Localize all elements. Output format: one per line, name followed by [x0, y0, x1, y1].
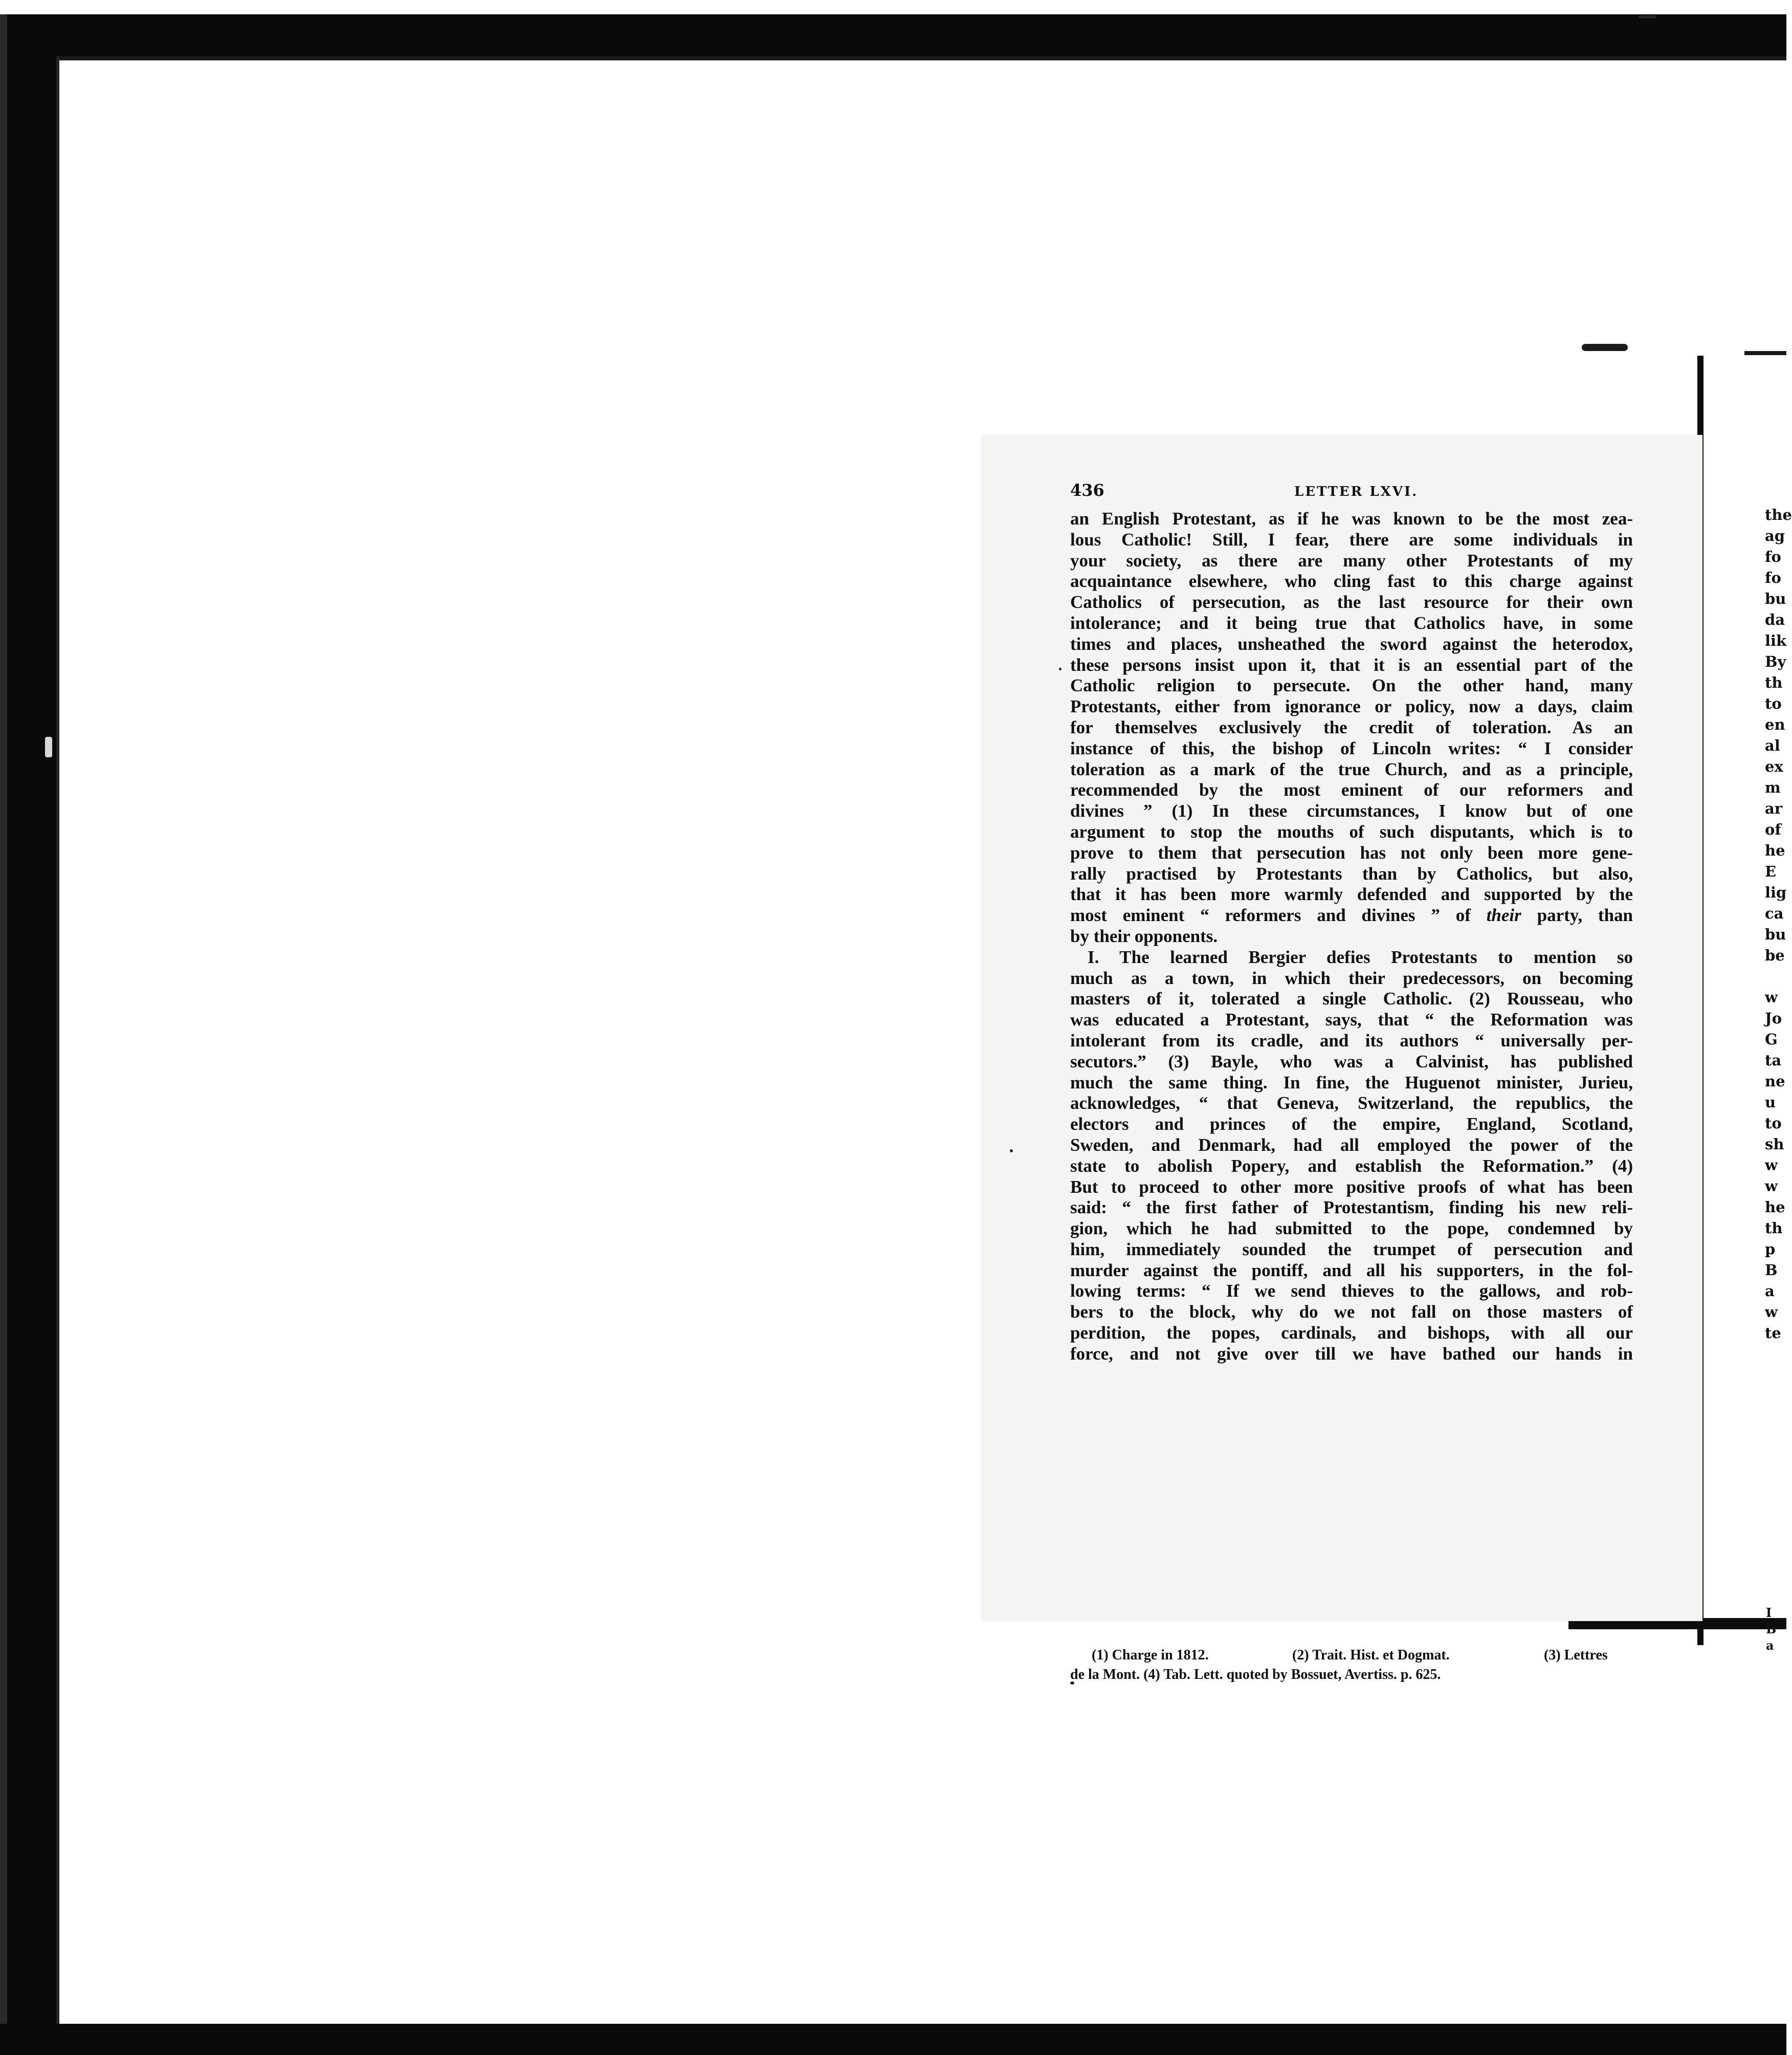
text-line: prove to them that persecution has not only been more gene- — [1070, 842, 1633, 863]
text-line: gion, which he had submitted to the pope, condemned by — [1070, 1218, 1633, 1239]
scan-speck — [45, 737, 52, 757]
text-line: perdition, the popes, cardinals, and bishops, with all our — [1070, 1323, 1633, 1343]
facing-page-line-fragment: be — [1765, 947, 1785, 964]
facing-page-line-fragment: fo — [1765, 569, 1781, 586]
film-inner-line-left — [56, 56, 59, 2024]
text-line: divines ” (1) In these circumstances, I know but of one — [1070, 801, 1633, 821]
text-line: bers to the block, why do we not fall on those masters of — [1070, 1302, 1633, 1322]
facing-page-line-fragment: ne — [1765, 1073, 1785, 1090]
text-line: was educated a Protestant, says, that “ the Reformation was — [1070, 1010, 1633, 1030]
text-line: secutors.” (3) Bayle, who was a Calvinist, has published — [1070, 1051, 1633, 1072]
facing-footnote-fragment: a — [1766, 1638, 1774, 1653]
text-line: masters of it, tolerated a single Catholic. (2) Rousseau, who — [1070, 989, 1633, 1009]
footnote-line — [1070, 1646, 1633, 1665]
facing-page-line-fragment: te — [1765, 1324, 1781, 1342]
film-border-bottom — [0, 2024, 1786, 2055]
facing-page-line-fragment: ex — [1765, 758, 1783, 775]
text-line-with-italic — [1070, 905, 1633, 926]
text-line: lous Catholic! Still, I fear, there are some individuals in — [1070, 529, 1633, 550]
text-line: toleration as a mark of the true Church, and as a principle, — [1070, 759, 1633, 779]
film-inner-line-top — [56, 56, 1786, 60]
facing-footnote-fragment: I — [1766, 1605, 1772, 1620]
running-head: LETTER LXVI. — [1294, 484, 1419, 499]
facing-page-line-fragment: m — [1765, 779, 1781, 796]
facing-page-line-fragment: to — [1765, 695, 1782, 712]
scan-speck — [1059, 668, 1061, 670]
text-line: acquaintance elsewhere, who cling fast to this charge against — [1070, 571, 1633, 592]
text-line: Protestants, either from ignorance or policy, now a days, claim — [1070, 696, 1633, 717]
scan-speck — [1010, 1149, 1013, 1152]
facing-page-line-fragment: he — [1765, 1198, 1785, 1216]
text-line: recommended by the most eminent of our reformers and — [1070, 780, 1633, 800]
paragraph-start-line: I. The learned Bergier defies Protestants to mention so — [1088, 947, 1633, 967]
footnotes — [1070, 1646, 1633, 1685]
facing-page-line-fragment: ta — [1765, 1052, 1782, 1069]
facing-page-line-fragment: ar — [1765, 800, 1783, 817]
film-border-top — [0, 14, 1786, 56]
facing-page-line-fragment: p — [1765, 1240, 1776, 1258]
page-number: 436 — [1070, 480, 1104, 500]
text-line: state to abolish Popery, and establish the Reformation.” (4) — [1070, 1155, 1633, 1176]
text-line: lowing terms: “ If we send thieves to the gallows, and rob- — [1070, 1281, 1633, 1301]
facing-page-line-fragment — [1765, 966, 1786, 987]
text-line: much the same thing. In fine, the Huguenot minister, Jurieu, — [1070, 1072, 1633, 1092]
facing-page-line-fragment: da — [1765, 611, 1785, 628]
text-line: by their opponents. — [1070, 926, 1218, 946]
facing-page-line-fragment: th — [1765, 1219, 1783, 1237]
footnote-line: de la Mont. (4) Tab. Lett. quoted by Bossuet, Avertiss. p. 625. — [1070, 1667, 1441, 1682]
facing-page-line-fragment: G — [1765, 1031, 1778, 1048]
facing-page-line-fragment: lig — [1765, 884, 1787, 901]
text-line: these persons insist upon it, that it is an essential part of the — [1070, 654, 1633, 675]
text-line: Catholics of persecution, as the last resource for their own — [1070, 592, 1633, 613]
facing-page-line-fragment: By — [1765, 653, 1786, 670]
facing-page-line-fragment: the — [1765, 506, 1792, 523]
facing-page-line-fragment: w — [1765, 1156, 1778, 1174]
text-line: much as a town, in which their predecessors, on becoming — [1070, 968, 1633, 988]
text-segment: party, than — [1521, 905, 1633, 926]
text-line: But to proceed to other more positive proofs of what has been — [1070, 1176, 1633, 1197]
facing-page-line-fragment: al — [1765, 737, 1780, 754]
text-line: electors and princes of the empire, England, Scotland, — [1070, 1114, 1633, 1134]
text-line: argument to stop the mouths of such disputants, which is to — [1070, 821, 1633, 842]
facing-page-line-fragment: B — [1765, 1261, 1778, 1279]
text-line: intolerant from its cradle, and its authors “ universally per- — [1070, 1030, 1633, 1051]
facing-page-line-fragment: en — [1765, 716, 1785, 733]
text-line: rally practised by Protestants than by Catholics, but also, — [1070, 863, 1633, 884]
facing-page-line-fragment: to — [1765, 1114, 1782, 1132]
facing-page-line-fragment: w — [1765, 989, 1778, 1006]
text-line: intolerance; and it being true that Catholics have, in some — [1070, 613, 1633, 633]
footnote-3: (3) Lettres — [1544, 1647, 1608, 1663]
text-line: said: “ the first father of Protestantism, finding his new reli- — [1070, 1197, 1633, 1218]
text-segment: most eminent “ reformers and divines ” of — [1070, 905, 1487, 926]
facing-page-line-fragment: E — [1765, 863, 1777, 880]
facing-page-mark — [1582, 344, 1628, 351]
facing-page-line-fragment: ca — [1765, 905, 1784, 922]
facing-page-line-fragment: bu — [1765, 590, 1786, 607]
text-line: for themselves exclusively the credit of toleration. As an — [1070, 717, 1633, 737]
text-line: acknowledges, “ that Geneva, Switzerland, the republics, the — [1070, 1093, 1633, 1113]
facing-page-line-fragment: a — [1765, 1282, 1775, 1300]
text-line: instance of this, the bishop of Lincoln writes: “ I consider — [1070, 738, 1633, 758]
facing-page-line-fragment: w — [1765, 1177, 1778, 1195]
text-line: an English Protestant, as if he was known to be the most zea- — [1070, 509, 1633, 529]
facing-page-line-fragment: he — [1765, 842, 1785, 859]
footnote-1: (1) Charge in 1812. — [1092, 1647, 1209, 1663]
text-line: him, immediately sounded the trumpet of persecution and — [1070, 1239, 1633, 1259]
facing-page-top-rule — [1744, 351, 1786, 355]
italic-word: their — [1486, 905, 1521, 926]
facing-page-line-fragment: Jo — [1765, 1010, 1782, 1027]
facing-footnote-fragment: B — [1766, 1622, 1777, 1636]
facing-page-line-fragment: ag — [1765, 527, 1785, 544]
film-edge-left — [0, 14, 7, 2055]
frame-top-margin — [0, 0, 1786, 14]
text-line: murder against the pontiff, and all his supporters, in the fol- — [1070, 1260, 1633, 1280]
facing-page-line-fragment: bu — [1765, 926, 1786, 943]
facing-page-line-fragment: u — [1765, 1094, 1776, 1111]
body-text — [1070, 509, 1633, 1365]
film-border-left — [0, 14, 56, 2055]
facing-page-footnotes — [1766, 1605, 1786, 1654]
text-line: Sweden, and Denmark, had all employed the power of the — [1070, 1134, 1633, 1155]
text-line: your society, as there are many other Protestants of my — [1070, 550, 1633, 571]
footnote-2: (2) Trait. Hist. et Dogmat. — [1292, 1647, 1450, 1663]
text-line: times and places, unsheathed the sword against the heterodox, — [1070, 633, 1633, 654]
facing-page-line-fragment: lik — [1765, 632, 1787, 649]
facing-page-text — [1765, 505, 1792, 1344]
facing-page-line-fragment: w — [1765, 1303, 1778, 1321]
text-line: Catholic religion to persecute. On the other hand, many — [1070, 675, 1633, 696]
scan-speck — [1638, 15, 1656, 18]
facing-page-line-fragment: fo — [1765, 548, 1781, 565]
text-line: that it has been more warmly defended and supported by the — [1070, 884, 1633, 905]
facing-page-line-fragment: sh — [1765, 1135, 1784, 1153]
text-line: force, and not give over till we have bathed our hands in — [1070, 1343, 1633, 1364]
facing-page-line-fragment: th — [1765, 674, 1783, 691]
facing-page-line-fragment: of — [1765, 821, 1781, 838]
